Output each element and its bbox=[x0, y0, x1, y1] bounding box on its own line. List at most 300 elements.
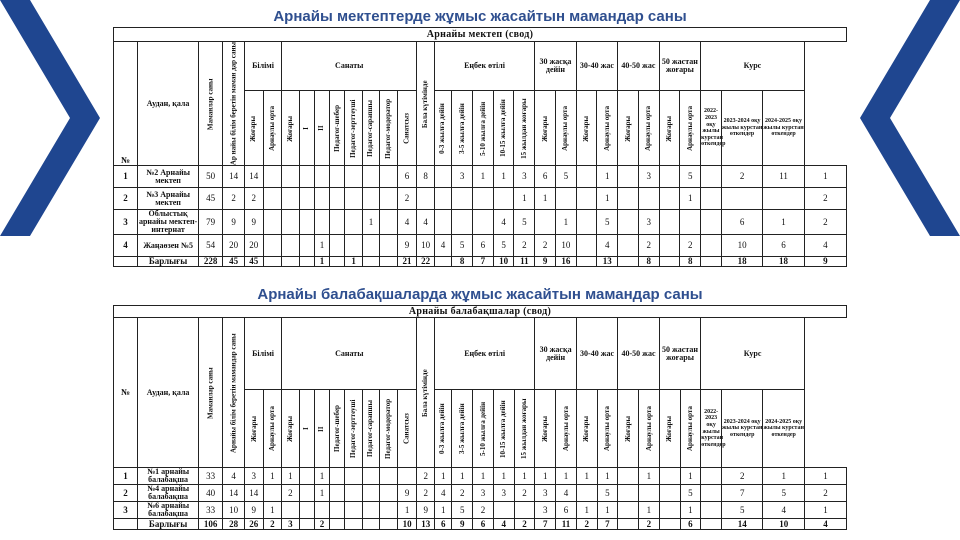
table-cell: 1 bbox=[804, 166, 846, 188]
table-cell bbox=[345, 468, 362, 485]
table-cell: 5 bbox=[597, 485, 618, 502]
table-cell: 1 bbox=[434, 502, 451, 519]
table-cell bbox=[299, 468, 314, 485]
total-cell: 4 bbox=[493, 519, 514, 530]
table-cell bbox=[282, 188, 299, 210]
total-cell bbox=[345, 519, 362, 530]
table-cell bbox=[680, 210, 701, 235]
table-cell: 4 bbox=[763, 502, 804, 519]
table-cell: 6 bbox=[556, 502, 577, 519]
header-cat-expert: Педагог-сарапшы bbox=[362, 390, 379, 468]
table-cell bbox=[380, 210, 397, 235]
total-cell: 13 bbox=[597, 257, 618, 267]
table-cell bbox=[618, 502, 639, 519]
header-count: Маманлар саны bbox=[199, 318, 223, 468]
header-a3-mid: Арнаулы орта bbox=[639, 390, 660, 468]
table-cell: 9 bbox=[397, 235, 417, 257]
table-cell bbox=[659, 235, 680, 257]
table-cell: 33 bbox=[199, 468, 223, 485]
header-defect: Ар найы білім беретін маман дар саны bbox=[223, 42, 245, 166]
table-cell: 1 bbox=[314, 468, 329, 485]
row-name: №1 арнайы балабақша bbox=[138, 468, 199, 485]
table-cell bbox=[263, 210, 282, 235]
header-age-30-40: 30-40 жас bbox=[576, 42, 617, 91]
table-cell: 3 bbox=[638, 166, 659, 188]
table-cell bbox=[555, 188, 576, 210]
table-cell bbox=[362, 235, 379, 257]
total-cell: 2 bbox=[314, 519, 329, 530]
table-cell: 3 bbox=[452, 166, 473, 188]
table-cell: 20 bbox=[244, 235, 263, 257]
header-higher: Жоғары bbox=[245, 390, 264, 468]
header-exp-5: 15 жылдан жоғары bbox=[514, 390, 535, 468]
table-cell: 1 bbox=[263, 502, 282, 519]
header-cat-master: Педагог-шебер bbox=[330, 390, 345, 468]
table-cell bbox=[763, 188, 804, 210]
header-district: Аудан, қала bbox=[138, 318, 199, 468]
row-number: 2 bbox=[114, 188, 138, 210]
table-cell: 1 bbox=[493, 468, 514, 485]
table-cell: 2 bbox=[514, 235, 535, 257]
header-a4-mid: Арнаулы орта bbox=[680, 91, 701, 166]
table-cell bbox=[659, 485, 680, 502]
header-cat-master: Педагог-шебер bbox=[330, 91, 345, 166]
total-cell bbox=[434, 257, 451, 267]
total-cell: 11 bbox=[556, 519, 577, 530]
table-cell: 2 bbox=[397, 188, 417, 210]
header-education: Білімі bbox=[245, 318, 282, 390]
table-cell: 45 bbox=[199, 188, 223, 210]
table-cell bbox=[659, 188, 680, 210]
table-cell: 1 bbox=[282, 468, 299, 485]
table-cell bbox=[263, 485, 282, 502]
header-a2-mid: Арнаулы орта bbox=[597, 390, 618, 468]
row-name: №4 арнайы балабақша bbox=[138, 485, 199, 502]
header-cat-researcher: Педагог-зерттеуші bbox=[345, 91, 362, 166]
header-no: № bbox=[114, 318, 138, 468]
left-chevron-decoration bbox=[0, 0, 105, 540]
row-number: 1 bbox=[114, 166, 138, 188]
total-cell bbox=[701, 519, 722, 530]
kindergartens-table bbox=[113, 305, 847, 530]
table-cell: 4 bbox=[223, 468, 245, 485]
table-cell: 6 bbox=[473, 235, 494, 257]
table-cell: 20 bbox=[223, 235, 245, 257]
table-cell: 54 bbox=[199, 235, 223, 257]
table-cell bbox=[380, 235, 397, 257]
table-cell bbox=[362, 166, 379, 188]
table-cell bbox=[380, 468, 397, 485]
header-exp-3: 5-10 жылға дейін bbox=[473, 91, 494, 166]
header-experience: Еңбек өтілі bbox=[434, 42, 534, 91]
header-mid: Арнаулы орта bbox=[263, 91, 282, 166]
table-cell bbox=[493, 502, 514, 519]
table-cell bbox=[701, 235, 722, 257]
table-cell: 5 bbox=[555, 166, 576, 188]
row-name: №6 арнайы балабақша bbox=[138, 502, 199, 519]
table-cell bbox=[659, 166, 680, 188]
total-cell bbox=[330, 519, 345, 530]
table-cell: 9 bbox=[245, 502, 264, 519]
table-cell bbox=[659, 210, 680, 235]
header-a3-higher: Жоғары bbox=[618, 91, 639, 166]
table-cell bbox=[314, 502, 329, 519]
table-cell: 2 bbox=[452, 485, 473, 502]
header-age-30: 30 жасқа дейін bbox=[535, 42, 576, 91]
header-count: Маманлар саны bbox=[199, 42, 223, 166]
header-age-40-50: 40-50 жас bbox=[618, 318, 659, 390]
table-cell bbox=[701, 502, 722, 519]
table-cell bbox=[473, 210, 494, 235]
table-cell: 2 bbox=[721, 468, 762, 485]
total-cell bbox=[362, 519, 379, 530]
total-cell: 4 bbox=[804, 519, 846, 530]
table-cell: 7 bbox=[721, 485, 762, 502]
header-a2-higher: Жоғары bbox=[576, 390, 597, 468]
table-cell bbox=[434, 166, 451, 188]
header-course-3: 2024-2025 оқу жылы курстан өткендер bbox=[763, 390, 804, 468]
table-cell: 1 bbox=[556, 468, 577, 485]
table-cell: 2 bbox=[721, 166, 762, 188]
table-cell: 10 bbox=[223, 502, 245, 519]
row-number: 3 bbox=[114, 210, 138, 235]
right-chevron-decoration bbox=[855, 0, 960, 540]
table-cell: 11 bbox=[763, 166, 804, 188]
table-cell: 3 bbox=[514, 166, 535, 188]
table-cell bbox=[576, 188, 597, 210]
table-cell bbox=[362, 502, 379, 519]
total-cell: 6 bbox=[434, 519, 451, 530]
table-cell bbox=[330, 468, 345, 485]
table-cell bbox=[263, 166, 282, 188]
total-cell: 45 bbox=[244, 257, 263, 267]
total-cell: 16 bbox=[555, 257, 576, 267]
total-cell bbox=[362, 257, 379, 267]
header-cat-moderator: Педагог-модератор bbox=[380, 390, 397, 468]
table-cell bbox=[330, 485, 345, 502]
header-baby-care: Бала күтімінде bbox=[417, 42, 434, 166]
table-cell: 14 bbox=[223, 485, 245, 502]
table-cell: 1 bbox=[314, 235, 329, 257]
table-cell bbox=[362, 468, 379, 485]
table-cell: 33 bbox=[199, 502, 223, 519]
table-cell: 3 bbox=[493, 485, 514, 502]
table-cell bbox=[299, 166, 314, 188]
total-cell: 13 bbox=[417, 519, 434, 530]
table-cell bbox=[380, 188, 397, 210]
total-cell: 9 bbox=[804, 257, 846, 267]
header-district: Аудан, қала bbox=[138, 42, 199, 166]
table-cell: 3 bbox=[638, 210, 659, 235]
row-name: №3 Арнайы мектеп bbox=[138, 188, 199, 210]
row-number: 2 bbox=[114, 485, 138, 502]
total-cell: 8 bbox=[452, 257, 473, 267]
table-cell bbox=[576, 166, 597, 188]
total-cell: 14 bbox=[721, 519, 762, 530]
table-cell: 4 bbox=[417, 210, 434, 235]
header-course-1: 2022-2023 оқу жылы курстан өткендер bbox=[701, 91, 722, 166]
table-cell: 1 bbox=[597, 468, 618, 485]
table-cell: 9 bbox=[417, 502, 434, 519]
total-row bbox=[114, 519, 847, 530]
table-cell: 1 bbox=[397, 502, 417, 519]
table-cell: 1 bbox=[680, 188, 701, 210]
total-cell bbox=[263, 257, 282, 267]
table-cell bbox=[576, 210, 597, 235]
table-cell: 2 bbox=[638, 235, 659, 257]
total-cell: 8 bbox=[638, 257, 659, 267]
table-cell bbox=[659, 468, 680, 485]
table-cell bbox=[282, 210, 299, 235]
header-a4-higher: Жоғары bbox=[659, 390, 680, 468]
total-cell: 9 bbox=[535, 257, 556, 267]
table-cell bbox=[493, 188, 514, 210]
table-cell bbox=[618, 188, 639, 210]
total-cell bbox=[618, 257, 639, 267]
header-age-30: 30 жасқа дейін bbox=[535, 318, 576, 390]
total-cell: 106 bbox=[199, 519, 223, 530]
table-cell bbox=[330, 210, 345, 235]
header-higher: Жоғары bbox=[244, 91, 263, 166]
total-cell bbox=[659, 519, 680, 530]
table-cell: 1 bbox=[314, 485, 329, 502]
total-cell: 8 bbox=[680, 257, 701, 267]
table-cell: 1 bbox=[804, 502, 846, 519]
table-cell: 1 bbox=[576, 502, 597, 519]
table-cell: 1 bbox=[535, 468, 556, 485]
table-cell bbox=[345, 188, 362, 210]
total-empty-cell bbox=[114, 519, 138, 530]
header-course-2: 2023-2024 оқу жылы курстан өткендер bbox=[721, 91, 762, 166]
header-a4-higher: Жоғары bbox=[659, 91, 680, 166]
table-cell bbox=[330, 166, 345, 188]
total-cell bbox=[576, 257, 597, 267]
table-cell bbox=[299, 210, 314, 235]
table-cell: 3 bbox=[245, 468, 264, 485]
table-cell: 3 bbox=[535, 485, 556, 502]
header-a1-mid: Арнаулы орта bbox=[556, 390, 577, 468]
table-caption: Арнайы мектеп (свод) bbox=[114, 28, 847, 42]
table-cell bbox=[417, 188, 434, 210]
table-cell bbox=[330, 188, 345, 210]
total-cell: 18 bbox=[721, 257, 762, 267]
table-row bbox=[114, 502, 847, 519]
table-cell: 6 bbox=[721, 210, 762, 235]
table-cell: 5 bbox=[514, 210, 535, 235]
total-cell bbox=[659, 257, 680, 267]
table-cell bbox=[345, 485, 362, 502]
table-cell: 5 bbox=[452, 502, 473, 519]
table-cell: 1 bbox=[639, 468, 660, 485]
chevron-shape bbox=[860, 0, 960, 236]
table-cell bbox=[380, 502, 397, 519]
table-cell bbox=[721, 188, 762, 210]
table-cell: 10 bbox=[721, 235, 762, 257]
table-cell: 1 bbox=[597, 188, 618, 210]
header-education: Білімі bbox=[244, 42, 281, 91]
table-cell: 4 bbox=[597, 235, 618, 257]
total-cell: 7 bbox=[597, 519, 618, 530]
table-cell: 1 bbox=[555, 210, 576, 235]
table-cell: 2 bbox=[680, 235, 701, 257]
table-cell bbox=[263, 188, 282, 210]
row-name: №2 Арнайы мектеп bbox=[138, 166, 199, 188]
table-cell bbox=[345, 166, 362, 188]
header-cat-2: II bbox=[314, 390, 329, 468]
header-cat-2: II bbox=[314, 91, 329, 166]
table-cell: 9 bbox=[244, 210, 263, 235]
table-cell: 4 bbox=[804, 235, 846, 257]
table-cell bbox=[330, 235, 345, 257]
total-cell: 1 bbox=[314, 257, 329, 267]
table-cell: 2 bbox=[223, 188, 245, 210]
total-cell: 21 bbox=[397, 257, 417, 267]
table-cell: 2 bbox=[804, 210, 846, 235]
header-a1-higher: Жоғары bbox=[535, 91, 556, 166]
title-schools: Арнайы мектептерде жұмыс жасайтын мамандар саны bbox=[273, 8, 687, 25]
table-cell bbox=[659, 502, 680, 519]
table-cell bbox=[434, 188, 451, 210]
total-cell: 6 bbox=[473, 519, 494, 530]
table-cell bbox=[638, 188, 659, 210]
header-cat-1: I bbox=[299, 390, 314, 468]
table-cell bbox=[701, 210, 722, 235]
total-cell bbox=[282, 257, 299, 267]
total-cell: 7 bbox=[473, 257, 494, 267]
table-cell: 4 bbox=[434, 485, 451, 502]
row-number: 4 bbox=[114, 235, 138, 257]
table-cell bbox=[282, 502, 299, 519]
table-cell bbox=[701, 485, 722, 502]
header-course-1: 2022-2023 оқу жылы курстан өткендер bbox=[701, 390, 722, 468]
header-exp-4: 10-15 жылға дейін bbox=[493, 390, 514, 468]
table-cell: 4 bbox=[493, 210, 514, 235]
table-cell bbox=[314, 210, 329, 235]
table-cell bbox=[345, 210, 362, 235]
header-mid: Арнаулы орта bbox=[263, 390, 282, 468]
table-cell: 3 bbox=[473, 485, 494, 502]
total-cell bbox=[330, 257, 345, 267]
table-cell bbox=[362, 188, 379, 210]
header-cat-higher: Жоғары bbox=[282, 91, 299, 166]
total-cell bbox=[299, 257, 314, 267]
table-cell bbox=[314, 188, 329, 210]
total-cell bbox=[701, 257, 722, 267]
table-cell: 50 bbox=[199, 166, 223, 188]
header-no: № bbox=[114, 42, 138, 166]
table-cell: 6 bbox=[397, 166, 417, 188]
header-course-3: 2024-2025 оқу жылы курстан өткендер bbox=[763, 91, 804, 166]
total-cell bbox=[618, 519, 639, 530]
total-cell: 228 bbox=[199, 257, 223, 267]
table-cell bbox=[282, 166, 299, 188]
header-cat-1: I bbox=[299, 91, 314, 166]
table-cell: 1 bbox=[804, 468, 846, 485]
table-cell: 5 bbox=[597, 210, 618, 235]
table-cell: 5 bbox=[763, 485, 804, 502]
header-cat-moderator: Педагог-модератор bbox=[380, 91, 397, 166]
header-a4-mid: Арнаулы орта bbox=[680, 390, 701, 468]
total-cell: 11 bbox=[514, 257, 535, 267]
table-cell bbox=[639, 485, 660, 502]
table-cell: 5 bbox=[721, 502, 762, 519]
table-cell: 1 bbox=[452, 468, 473, 485]
header-a1-mid: Арнаулы орта bbox=[555, 91, 576, 166]
table-cell bbox=[263, 235, 282, 257]
header-a2-higher: Жоғары bbox=[576, 91, 597, 166]
header-age-50: 50 жастан жоғары bbox=[659, 318, 700, 390]
total-cell: 18 bbox=[763, 257, 804, 267]
table-cell: 10 bbox=[555, 235, 576, 257]
table-cell: 5 bbox=[680, 166, 701, 188]
total-cell: 2 bbox=[576, 519, 597, 530]
table-cell: 1 bbox=[597, 502, 618, 519]
table-cell bbox=[535, 210, 556, 235]
table-cell bbox=[299, 188, 314, 210]
table-cell: 4 bbox=[556, 485, 577, 502]
table-cell bbox=[618, 210, 639, 235]
table-cell bbox=[514, 502, 535, 519]
header-exp-3: 5-10 жылға дейін bbox=[473, 390, 494, 468]
header-a1-higher: Жоғары bbox=[535, 390, 556, 468]
total-cell bbox=[299, 519, 314, 530]
table-cell: 6 bbox=[535, 166, 556, 188]
table-cell: 1 bbox=[763, 210, 804, 235]
table-cell: 6 bbox=[763, 235, 804, 257]
table-cell: 1 bbox=[263, 468, 282, 485]
table-cell bbox=[452, 188, 473, 210]
table-cell: 2 bbox=[282, 485, 299, 502]
table-cell: 3 bbox=[535, 502, 556, 519]
total-cell: 28 bbox=[223, 519, 245, 530]
total-cell: 9 bbox=[452, 519, 473, 530]
header-baby-care: Бала күтімінде bbox=[417, 318, 434, 468]
header-cat-none: Санатсыз bbox=[397, 390, 417, 468]
table-cell: 2 bbox=[417, 485, 434, 502]
table-row bbox=[114, 188, 847, 210]
table-cell: 5 bbox=[680, 485, 701, 502]
table-cell bbox=[618, 485, 639, 502]
table-cell: 1 bbox=[362, 210, 379, 235]
header-age-40-50: 40-50 жас bbox=[618, 42, 659, 91]
table-cell bbox=[473, 188, 494, 210]
header-course: Курс bbox=[701, 42, 805, 91]
table-cell: 14 bbox=[245, 485, 264, 502]
table-cell bbox=[576, 485, 597, 502]
table-cell: 10 bbox=[417, 235, 434, 257]
header-exp-1: 0-3 жылға дейін bbox=[434, 390, 451, 468]
header-course-2: 2023-2024 оқу жылы курстан өткендер bbox=[721, 390, 762, 468]
table-cell: 1 bbox=[597, 166, 618, 188]
header-exp-1: 0-3 жылға дейін bbox=[434, 91, 451, 166]
header-exp-2: 3-5 жылға дейін bbox=[452, 390, 473, 468]
table-cell bbox=[362, 485, 379, 502]
table-cell: 2 bbox=[417, 468, 434, 485]
table-cell bbox=[701, 468, 722, 485]
total-empty-cell bbox=[114, 257, 138, 267]
header-a2-mid: Арнаулы орта bbox=[597, 91, 618, 166]
table-cell: 4 bbox=[434, 235, 451, 257]
table-cell bbox=[576, 235, 597, 257]
table-cell: 1 bbox=[473, 166, 494, 188]
table-cell: 1 bbox=[576, 468, 597, 485]
table-cell: 2 bbox=[244, 188, 263, 210]
table-cell bbox=[618, 468, 639, 485]
table-caption: Арнайы балабақшалар (свод) bbox=[114, 306, 847, 318]
total-cell: 2 bbox=[639, 519, 660, 530]
total-cell: 7 bbox=[535, 519, 556, 530]
total-cell: 1 bbox=[345, 257, 362, 267]
